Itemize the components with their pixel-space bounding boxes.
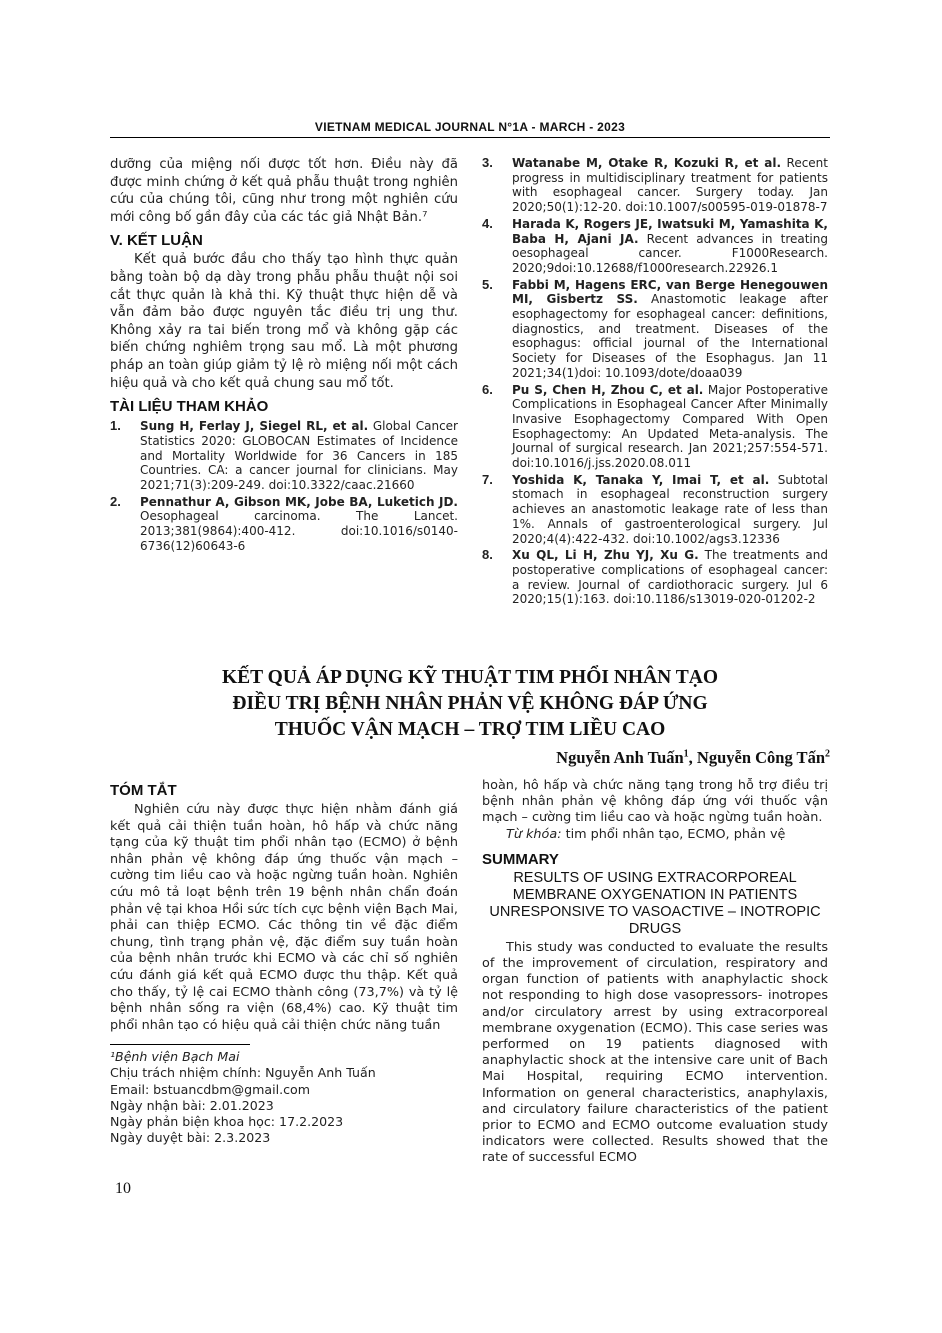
conclusion-heading: V. KẾT LUẬN [110, 232, 203, 250]
reference-item [482, 278, 828, 381]
references-list-right [482, 156, 828, 607]
affiliation-note: ¹Bệnh viện Bạch Mai [110, 1049, 240, 1064]
title-line: KẾT QUẢ ÁP DỤNG KỸ THUẬT TIM PHỔI NHÂN TẠO [221, 667, 719, 688]
left-column-bottom [110, 782, 458, 1034]
footnote-rule [110, 1044, 250, 1045]
reference-authors: Harada K, Rogers JE, Iwatsuki M, Yamashita K, Baba H, Ajani JA. [512, 216, 828, 246]
corresponding-author: Chịu trách nhiệm chính: Nguyễn Anh Tuấn [110, 1065, 376, 1081]
continued-paragraph: dưỡng của miệng nối được tốt hơn. Điều này đã được minh chứng ở kết quả phẫu thuật trong nghiên cứu của chúng tôi, cũng như trong một nghiên cứu mới công bố gần đây của các tác giả Nhật Bản.⁷ [110, 157, 458, 225]
references-list-left [110, 419, 458, 553]
reference-authors: Watanabe M, Otake R, Kozuki R, et al. [512, 156, 782, 170]
reference-item [110, 419, 458, 493]
right-column-bottom [482, 778, 828, 1167]
title-line: THUỐC VẬN MẠCH – TRỢ TIM LIỀU CAO [274, 719, 666, 740]
author-separator: , [688, 748, 697, 767]
reference-item [482, 548, 828, 607]
reference-text: Subtotal stomach in esophageal reconstruction surgery achieves an anastomotic leakage rate of less than 1%. Annals of gastroenterological surgery. Jul 2020;4(4):422-432. doi:10.1002/ags3.12336 [512, 472, 829, 546]
review-date: Ngày phản biện khoa học: 17.2.2023 [110, 1114, 344, 1130]
reference-item [110, 495, 458, 554]
reference-number: 2. [110, 493, 121, 509]
page-number: 10 [115, 1180, 131, 1197]
conclusion-text: Kết quả bước đầu cho thấy tạo hình thực quản bằng toàn bộ dạ dày trong phẫu phẫu thuật nội soi cắt thực quản là khả thi. Kỹ thuật thực hiện dễ và vẫn đảm bảo được nguyên tắc điều trị ung thư. Không xảy ra tai biến trong mổ và không gặp các biến chứng nghiêm trọng sau mổ. Là một phương pháp an toàn giúp giảm tỷ lệ rò miệng nối một cách hiệu quả và cho kết quả chung sau mổ tốt. [110, 252, 458, 391]
footnotes [110, 1044, 458, 1147]
reference-text: Global Cancer Statistics 2020: GLOBOCAN Estimates of Incidence and Mortality Worldwide for 36 Cancers in 185 Countries. CA: a cancer journal for clinicians. May 2021;71(3):209-249. doi:10.3322/caac.21660 [140, 419, 458, 492]
reference-item [482, 217, 828, 276]
summary-heading: SUMMARY [482, 850, 559, 868]
summary-title: RESULTS OF USING EXTRACORPOREAL MEMBRANE OXYGENATION IN PATIENTS UNRESPONSIVE TO VASOACTIVE – INOTROPIC DRUGS [489, 869, 821, 937]
reference-item [482, 473, 828, 547]
author-name: Nguyễn Anh Tuấn [556, 748, 684, 767]
reference-text: Anastomotic leakage after esophagectomy for esophageal cancer: definitions, diagnostics, and treatment. Diseases of the esophagus: official journal of the International Society for Diseases of the Esophagus. Jan 11 2021;34(1)doi: 10.1093/dote/doaa039 [512, 292, 828, 380]
reference-item [482, 383, 828, 471]
references-heading: TÀI LIỆU THAM KHẢO [110, 398, 269, 416]
summary-text: This study was conducted to evaluate the results of the improvement of circulation, respiratory and organ function of patients with anaphylactic shock not responding to high dose vasopressors- inotropes and/or circulatory arrest by using extracorporeal membrane oxygenation (ECMO). This case series was performed on 19 patients diagnosed with anaphylactic shock at the intensive care unit of Bach Mai Hospital, requiring ECMO intervention. Information on general characteristics, anaphylaxis, and circulatory failure characteristics of the patient prior to ECMO and ECMO outcome evaluation study indicators were collected. Results showed that the rate of successful ECMO [482, 939, 828, 1166]
header-rule [110, 137, 830, 138]
right-column-top [482, 156, 828, 609]
reference-authors: Pu S, Chen H, Zhou C, et al. [512, 382, 704, 397]
reference-number: 7. [482, 471, 493, 487]
reference-authors: Pennathur A, Gibson MK, Jobe BA, Luketich JD. [140, 494, 458, 509]
article-title [110, 665, 830, 743]
abstract-continued: hoàn, hô hấp và chức năng tạng trong hỗ trợ điều trị bệnh nhân phản vệ không đáp ứng với thuốc vận mạch – cường tim liều cao và hoặc ngừng tuần hoàn. [482, 778, 828, 826]
reference-number: 3. [482, 155, 493, 170]
reference-text: Oesophageal carcinoma. The Lancet. 2013;381(9864):400-412. doi:10.1016/s0140-6736(12)60643-6 [140, 509, 458, 553]
keywords [482, 827, 828, 843]
keywords-text: tim phổi nhân tạo, ECMO, phản vệ [561, 826, 786, 842]
author-affiliation: 1 [683, 748, 689, 760]
reference-authors: Sung H, Ferlay J, Siegel RL, et al. [140, 419, 369, 434]
reference-number: 4. [482, 215, 493, 231]
reference-text: The treatments and postoperative complications of esophageal cancer: a review. Journal of cardiothoracic surgery. Jul 6 2020;15(1):163. doi:10.1186/s13019-020-01202-2 [512, 548, 828, 607]
reference-text: Recent advances in treating oesophageal cancer. F1000Research. 2020;9doi:10.12688/f1000research.22926.1 [512, 231, 828, 275]
received-date: Ngày nhận bài: 2.01.2023 [110, 1097, 274, 1113]
left-column-top [110, 156, 458, 555]
reference-authors: Fabbi M, Hagens ERC, van Berge Henegouwen MI, Gisbertz SS. [512, 277, 828, 307]
article-authors [556, 748, 830, 768]
keywords-label: Từ khóa: [506, 826, 562, 842]
reference-text: Recent progress in multidisciplinary treatment for patients with esophageal cancer. Surgery today. Jan 2020;50(1):12-20. doi:10.1007/s00595-019-01878-7 [512, 156, 828, 215]
abstract-heading: TÓM TẮT [110, 782, 177, 799]
reference-number: 1. [110, 418, 121, 434]
reference-authors: Xu QL, Li H, Zhu YJ, Xu G. [512, 548, 699, 563]
author-name: Nguyễn Công Tấn [696, 748, 825, 767]
reference-number: 8. [482, 547, 493, 563]
reference-item [482, 156, 828, 215]
author-affiliation: 2 [825, 748, 830, 760]
abstract-text: Nghiên cứu này được thực hiện nhằm đánh giá kết quả cải thiện tuần hoàn, hô hấp và chức năng tạng của kỹ thuật tim phổi nhân tạo (ECMO) ở bệnh nhân phản vệ không đáp ứng thuốc vận mạch – cường tim liều cao và hoặc ngừng tuần hoàn. Nghiên cứu mô tả loạt bệnh trên 19 bệnh nhân chẩn đoán phản vệ tại khoa Hồi sức tích cực bệnh viện Bạch Mai, phải can thiệp ECMO. Các thông tin về đặc điểm chung, tình trạng phản vệ, đặc điểm suy tuần hoàn của bệnh nhân trước khi ECMO và các chỉ số nghiên cứu đánh giá kết quả ECMO được thu thập. Kết quả cho thấy, tỷ lệ cai ECMO thành công (73,7%) và tỷ lệ bệnh nhân sống ra viện (68,4%) cao. Kỹ thuật tim phổi nhân tạo có hiệu quả cải thiện chức năng tuần [110, 802, 458, 1033]
reference-number: 6. [482, 381, 493, 397]
email-note: Email: bstuancdbm@gmail.com [110, 1081, 311, 1097]
reference-text: Major Postoperative Complications in Esophageal Cancer After Minimally Invasive Esophagectomy Compared With Open Esophagectomy: An Updated Meta-analysis. The Journal of surgical research. Jan 2021;257:554-571. doi:10.1016/j.jss.2020.08.011 [512, 382, 828, 471]
title-line: ĐIỀU TRỊ BỆNH NHÂN PHẢN VỆ KHÔNG ĐÁP ỨNG [232, 693, 708, 714]
reference-authors: Yoshida K, Tanaka Y, Imai T, et al. [512, 472, 770, 487]
journal-header: VIETNAM MEDICAL JOURNAL N°1A - MARCH - 2023 [314, 120, 626, 134]
accepted-date: Ngày duyệt bài: 2.3.2023 [110, 1130, 271, 1146]
reference-number: 5. [482, 276, 493, 292]
